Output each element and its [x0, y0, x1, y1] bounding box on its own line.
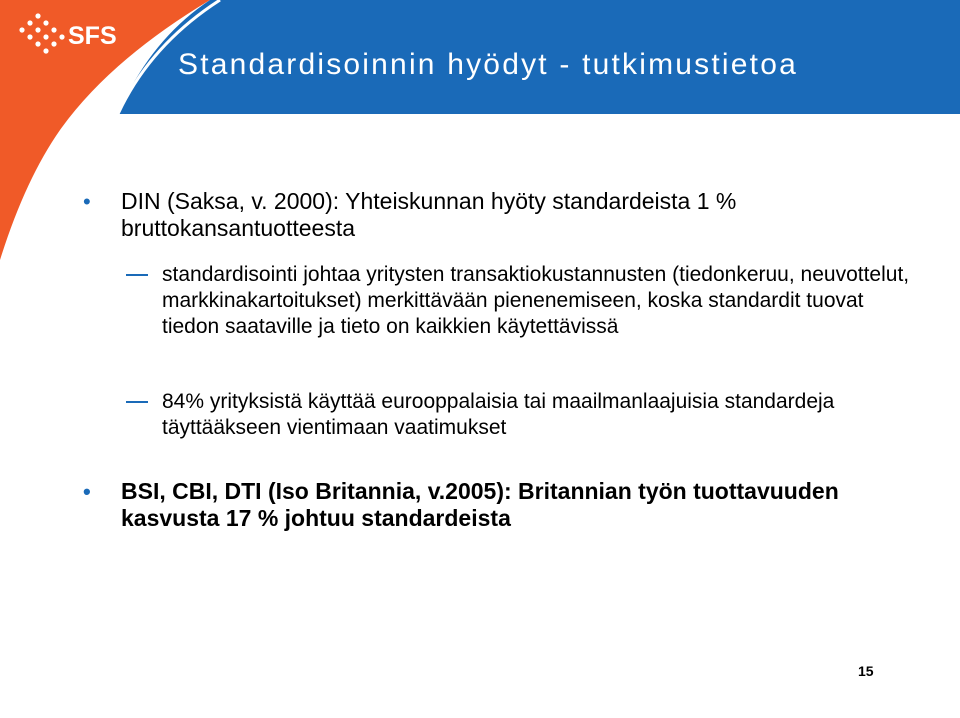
bullet-item: [83, 188, 911, 242]
sub-bullet-text: 84% yrityksistä käyttää eurooppalaisia tai maailmanlaajuisia standardeja täyttääkseen vientimaan vaatimukset: [162, 390, 835, 439]
page-number: 15: [858, 663, 874, 679]
sub-bullet-item: [162, 389, 922, 441]
logo-text: SFS: [68, 22, 117, 50]
dash-icon: [126, 274, 148, 276]
bullet-text: DIN (Saksa, v. 2000): Yhteiskunnan hyöty standardeista 1 % bruttokansantuotteesta: [121, 188, 737, 241]
sub-bullet-text: standardisointi johtaa yritysten transaktiokustannusten (tiedonkeruu, neuvottelut, markkinakartoitukset) merkittävään pienenemiseen, koska standardit tuovat tiedon saataville ja tieto on kaikkien käytettävissä: [162, 263, 910, 338]
slide-title: Standardisoinnin hyödyt - tutkimustietoa: [178, 48, 798, 81]
bullet-text: BSI, CBI, DTI (Iso Britannia, v.2005): Britannian työn tuottavuuden kasvusta 17 % johtuu standardeista: [121, 478, 839, 531]
bullet-item: [83, 478, 911, 532]
bullet-dot-icon: •: [83, 479, 91, 504]
sub-bullet-item: [162, 262, 922, 340]
dash-icon: [126, 401, 148, 403]
bullet-dot-icon: •: [83, 189, 91, 214]
